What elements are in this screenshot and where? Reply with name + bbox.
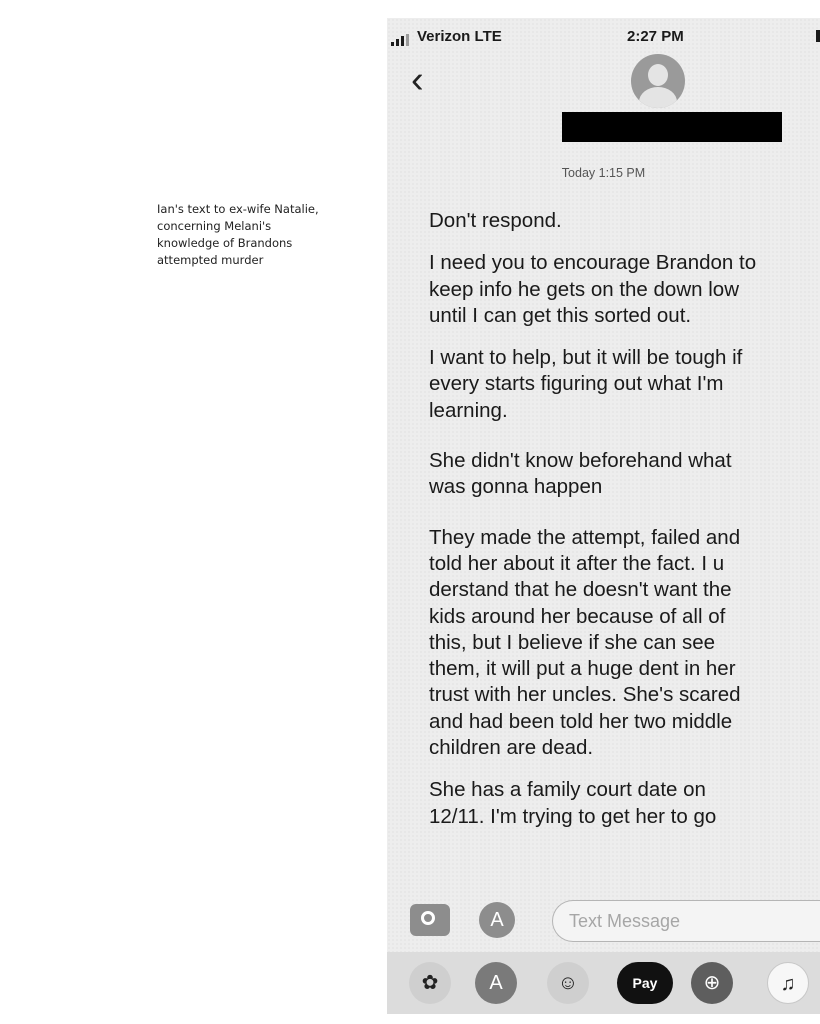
animoji-icon[interactable]: ☺ <box>547 962 589 1004</box>
photos-icon[interactable]: ✿ <box>409 962 451 1004</box>
signal-strength-icon <box>391 34 411 46</box>
person-silhouette-icon[interactable] <box>631 54 685 108</box>
chevron-left-icon[interactable]: ‹ <box>411 59 424 101</box>
annotation-note <box>157 201 357 269</box>
text-message-field[interactable] <box>552 900 820 942</box>
message-composer <box>387 894 820 944</box>
annotation-line: knowledge of Brandons <box>157 236 293 250</box>
message-bubble[interactable]: Don't respond. <box>429 209 562 232</box>
music-icon[interactable]: ♫ <box>767 962 809 1004</box>
status-time: 2:27 PM <box>627 28 684 45</box>
status-bar <box>387 28 820 48</box>
battery-icon <box>816 30 820 42</box>
phone-screen <box>387 18 820 1014</box>
annotation-line: Ian's text to ex-wife Natalie, <box>157 202 319 216</box>
message-thread <box>429 208 804 846</box>
annotation-line: attempted murder <box>157 253 264 267</box>
message-bubble[interactable]: They made the attempt, failed and told her about it after the fact. I u derstand that he doesn't want the kids around her because of all of this, but I believe if she can see them, it will put a huge dent in her trust with her uncles. She's scared and had been told her two middle children are dead. <box>429 525 741 760</box>
annotation-line: concerning Melani's <box>157 219 272 233</box>
redacted-contact-name <box>562 112 782 142</box>
message-bubble[interactable]: I want to help, but it will be tough if every starts figuring out what I'm learning. <box>429 346 743 422</box>
message-bubble[interactable]: She has a family court date on 12/11. I'm trying to get her to go <box>429 778 717 828</box>
app-drawer <box>387 952 820 1014</box>
app-store-icon[interactable]: A <box>475 962 517 1004</box>
camera-icon[interactable] <box>410 904 450 936</box>
text-message-input[interactable] <box>567 901 801 941</box>
message-bubble[interactable]: She didn't know beforehand what was gonna happen <box>429 449 732 499</box>
web-search-icon[interactable]: ⊕ <box>691 962 733 1004</box>
carrier-label: Verizon LTE <box>417 28 502 45</box>
apple-pay-icon[interactable]: Pay <box>617 962 673 1004</box>
app-store-icon[interactable]: A <box>479 902 515 938</box>
message-bubble[interactable]: I need you to encourage Brandon to keep info he gets on the down low until I can get this sorted out. <box>429 251 757 327</box>
message-timestamp: Today 1:15 PM <box>561 166 646 180</box>
